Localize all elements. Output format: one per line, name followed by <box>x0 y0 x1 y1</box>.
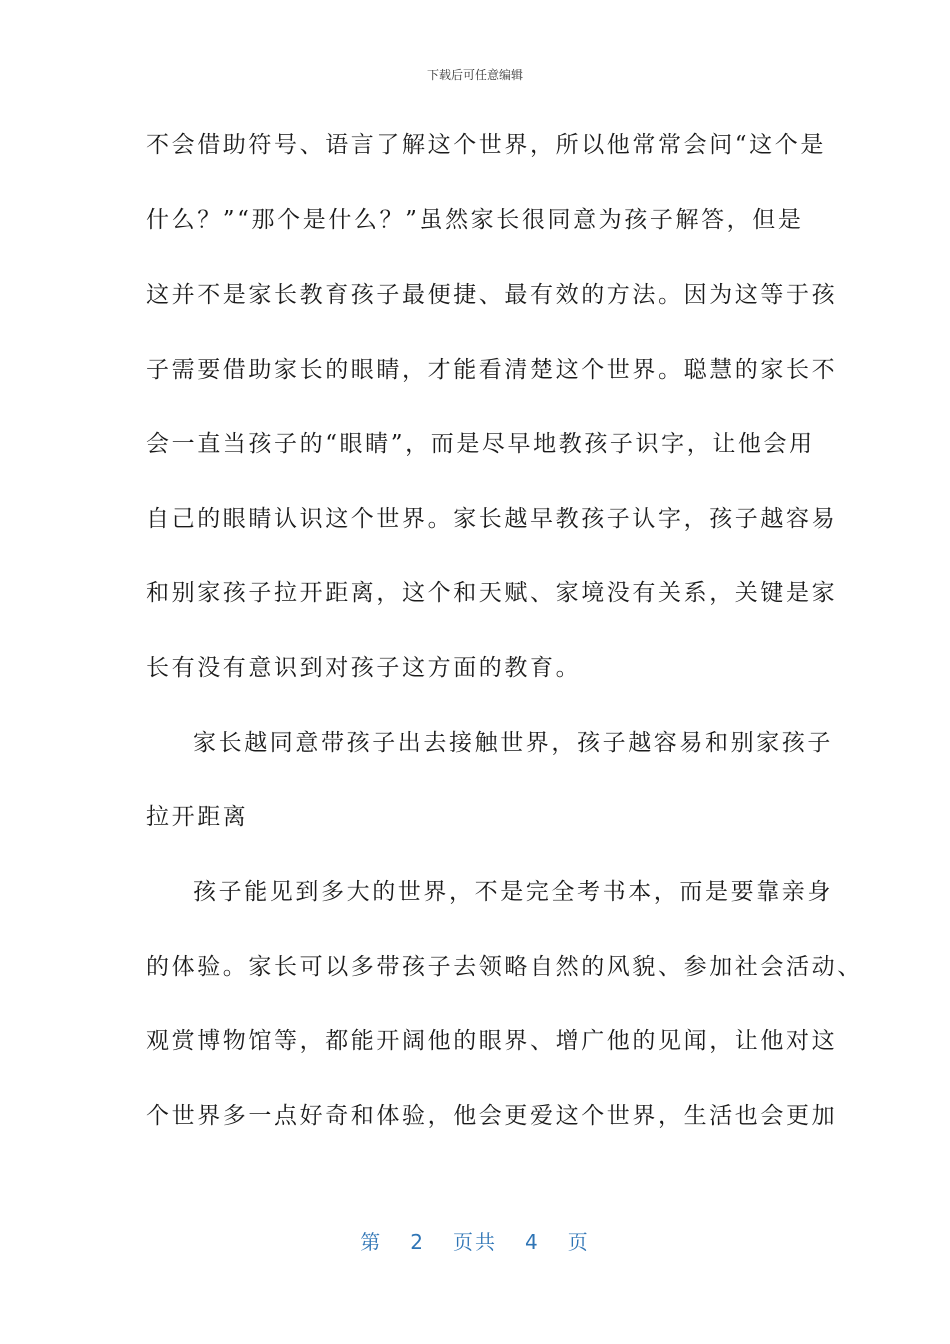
total-label: 页共 <box>453 1230 497 1254</box>
body-line: 的体验。家长可以多带孩子去领略自然的风貌、参加社会活动、 <box>146 954 863 980</box>
section-heading-line: 拉开距离 <box>146 804 249 830</box>
body-line: 子需要借助家长的眼睛，才能看清楚这个世界。聪慧的家长不 <box>146 357 838 383</box>
page-footer <box>0 1226 950 1255</box>
body-line: 自己的眼睛认识这个世界。家长越早教孩子认字，孩子越容易 <box>146 506 838 532</box>
section-heading-line: 家长越同意带孩子出去接触世界，孩子越容易和别家孩子 <box>193 730 833 756</box>
total-pages-number: 4 <box>525 1230 540 1254</box>
body-line: 什么？”“那个是什么？”虽然家长很同意为孩子解答，但是 <box>146 207 804 233</box>
body-line: 长有没有意识到对孩子这方面的教育。 <box>146 655 582 681</box>
body-line: 个世界多一点好奇和体验，他会更爱这个世界，生活也会更加 <box>146 1103 838 1129</box>
current-page-number: 2 <box>410 1230 425 1254</box>
body-line: 和别家孩子拉开距离，这个和天赋、家境没有关系，关键是家 <box>146 580 838 606</box>
body-line: 不会借助符号、语言了解这个世界，所以他常常会问“这个是 <box>146 132 826 158</box>
header-note: 下载后可任意编辑 <box>426 68 523 82</box>
body-line: 观赏博物馆等，都能开阔他的眼界、增广他的见闻，让他对这 <box>146 1028 838 1054</box>
page-label: 第 <box>360 1230 383 1254</box>
body-line: 会一直当孩子的“眼睛”，而是尽早地教孩子识字，让他会用 <box>146 431 815 457</box>
page-suffix: 页 <box>567 1230 590 1254</box>
body-line: 孩子能见到多大的世界，不是完全考书本，而是要靠亲身 <box>193 879 833 905</box>
body-line: 这并不是家长教育孩子最便捷、最有效的方法。因为这等于孩 <box>146 282 838 308</box>
